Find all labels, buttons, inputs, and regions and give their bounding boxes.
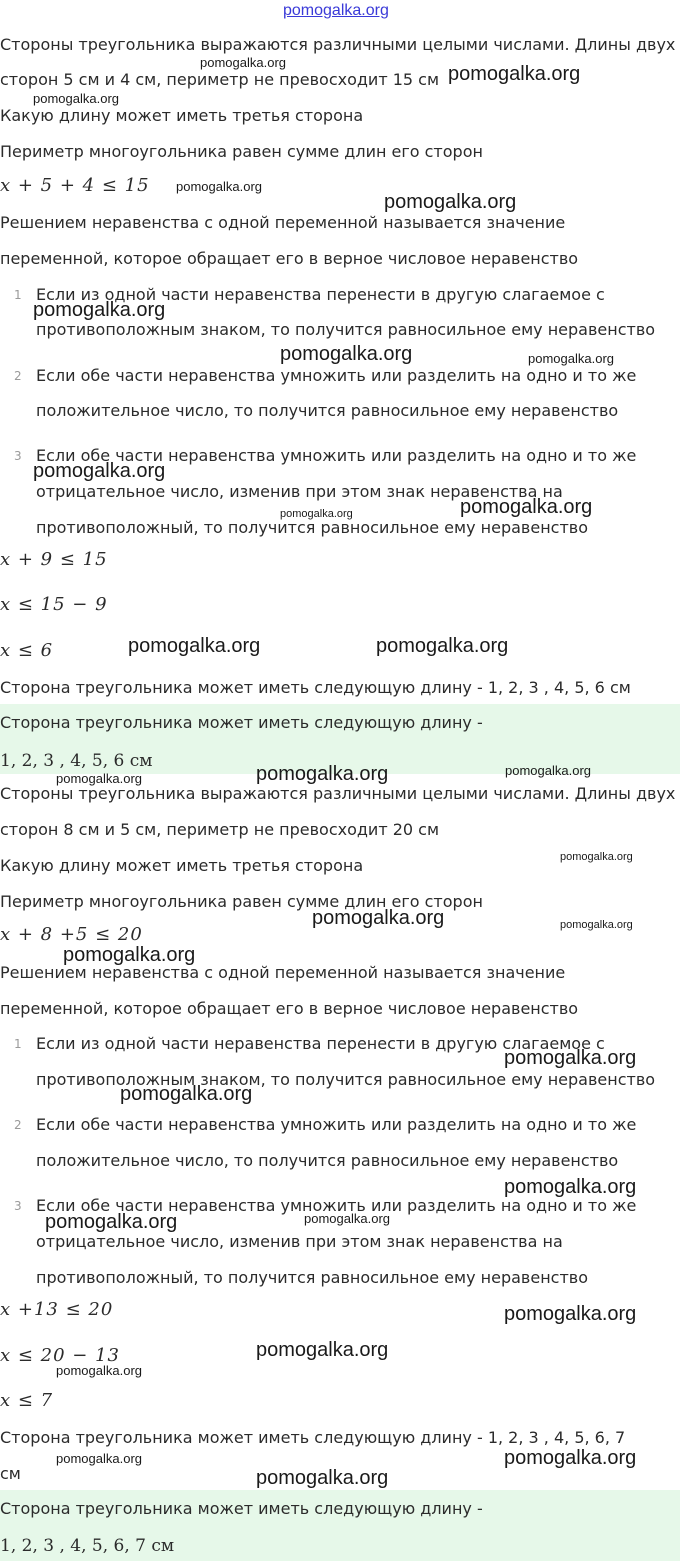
rule-text: Если обе части неравенства умножить или разделить на одно и то же [36, 1196, 637, 1215]
watermark: pomogalka.org [376, 635, 509, 657]
question-text: Какую длину может иметь третья сторона [0, 856, 364, 875]
watermark: pomogalka.org [560, 851, 633, 863]
perimeter-rule: Периметр многоугольника равен сумме длин его сторон [0, 892, 483, 911]
rule-text: Если из одной части неравенства перенести в другую слагаемое с [36, 285, 605, 304]
rule-text: Если обе части неравенства умножить или разделить на одно и то же [36, 366, 637, 385]
condition-text: Стороны треугольника выражаются различными целыми числами. Длины двух [0, 35, 676, 54]
rule-text: противоположный, то получится равносильное ему неравенство [36, 1268, 588, 1287]
list-marker: 1 [14, 288, 22, 302]
rule-text: положительное число, то получится равносильное ему неравенство [36, 1151, 619, 1170]
rule-text: Если обе части неравенства умножить или разделить на одно и то же [36, 1115, 637, 1134]
solution-step: x ≤ 20 − 13 [0, 1345, 121, 1366]
inequality: x + 5 + 4 ≤ 15 [0, 175, 150, 196]
watermark: pomogalka.org [120, 1083, 253, 1105]
watermark: pomogalka.org [56, 1363, 142, 1378]
watermark: pomogalka.org [460, 496, 593, 518]
answer-box [0, 1490, 680, 1561]
rule-text: положительное число, то получится равносильное ему неравенство [36, 401, 619, 420]
list-marker: 3 [14, 1199, 22, 1213]
rule-text: отрицательное число, изменив при этом знак неравенства на [36, 1232, 563, 1251]
watermark: pomogalka.org [504, 1047, 637, 1069]
condition-text: сторон 5 см и 4 см, периметр не превосходит 15 см [0, 70, 440, 89]
result-text: Сторона треугольника может иметь следующую длину - 1, 2, 3 , 4, 5, 6 см [0, 678, 631, 697]
definition-text: переменной, которое обращает его в верное числовое неравенство [0, 999, 579, 1018]
answer-values: 1, 2, 3 , 4, 5, 6, 7 см [0, 1536, 175, 1556]
inequality: x + 8 +5 ≤ 20 [0, 924, 143, 945]
question-text: Какую длину может иметь третья сторона [0, 106, 364, 125]
watermark: pomogalka.org [256, 1339, 389, 1361]
condition-text: Стороны треугольника выражаются различными целыми числами. Длины двух [0, 784, 676, 803]
watermark: pomogalka.org [56, 771, 142, 786]
condition-text: сторон 8 см и 5 см, периметр не превосходит 20 см [0, 820, 440, 839]
result-text: см [0, 1464, 21, 1483]
watermark: pomogalka.org [280, 508, 353, 520]
watermark: pomogalka.org [256, 763, 389, 785]
list-marker: 2 [14, 369, 22, 383]
watermark: pomogalka.org [312, 907, 445, 929]
watermark: pomogalka.org [504, 1303, 637, 1325]
rule-text: Если из одной части неравенства перенести в другую слагаемое с [36, 1034, 605, 1053]
list-marker: 2 [14, 1118, 22, 1132]
watermark: pomogalka.org [128, 635, 261, 657]
watermark: pomogalka.org [45, 1211, 178, 1233]
perimeter-rule: Периметр многоугольника равен сумме длин его сторон [0, 142, 483, 161]
site-link[interactable]: pomogalka.org [283, 2, 389, 19]
solution-step: x +13 ≤ 20 [0, 1299, 114, 1320]
definition-text: переменной, которое обращает его в верное числовое неравенство [0, 249, 579, 268]
rule-text: отрицательное число, изменив при этом знак неравенства на [36, 482, 563, 501]
solution-step: x + 9 ≤ 15 [0, 549, 108, 570]
watermark: pomogalka.org [256, 1467, 389, 1489]
definition-text: Решением неравенства с одной переменной называется значение [0, 963, 566, 982]
watermark: pomogalka.org [528, 351, 614, 366]
watermark: pomogalka.org [504, 1176, 637, 1198]
rule-text: противоположным знаком, то получится равносильное ему неравенство [36, 1070, 656, 1089]
watermark: pomogalka.org [384, 191, 517, 213]
list-marker: 3 [14, 449, 22, 463]
watermark: pomogalka.org [33, 299, 166, 321]
solution-step: x ≤ 6 [0, 640, 54, 661]
watermark: pomogalka.org [280, 343, 413, 365]
answer-text: Сторона треугольника может иметь следующую длину - [0, 713, 483, 732]
list-marker: 1 [14, 1037, 22, 1051]
watermark: pomogalka.org [560, 919, 633, 931]
watermark: pomogalka.org [304, 1211, 390, 1226]
watermark: pomogalka.org [176, 179, 262, 194]
watermark: pomogalka.org [200, 55, 286, 70]
rule-text: противоположным знаком, то получится равносильное ему неравенство [36, 320, 656, 339]
watermark: pomogalka.org [56, 1451, 142, 1466]
watermark: pomogalka.org [505, 763, 591, 778]
rule-text: Если обе части неравенства умножить или разделить на одно и то же [36, 446, 637, 465]
definition-text: Решением неравенства с одной переменной называется значение [0, 213, 566, 232]
watermark: pomogalka.org [504, 1447, 637, 1469]
answer-text: Сторона треугольника может иметь следующую длину - [0, 1499, 483, 1518]
result-text: Сторона треугольника может иметь следующую длину - 1, 2, 3 , 4, 5, 6, 7 [0, 1428, 626, 1447]
watermark: pomogalka.org [33, 91, 119, 106]
rule-text: противоположный, то получится равносильное ему неравенство [36, 518, 588, 537]
watermark: pomogalka.org [63, 944, 196, 966]
solution-step: x ≤ 7 [0, 1390, 54, 1411]
watermark: pomogalka.org [33, 460, 166, 482]
solution-step: x ≤ 15 − 9 [0, 594, 108, 615]
answer-values: 1, 2, 3 , 4, 5, 6 см [0, 751, 153, 771]
watermark: pomogalka.org [448, 63, 581, 85]
